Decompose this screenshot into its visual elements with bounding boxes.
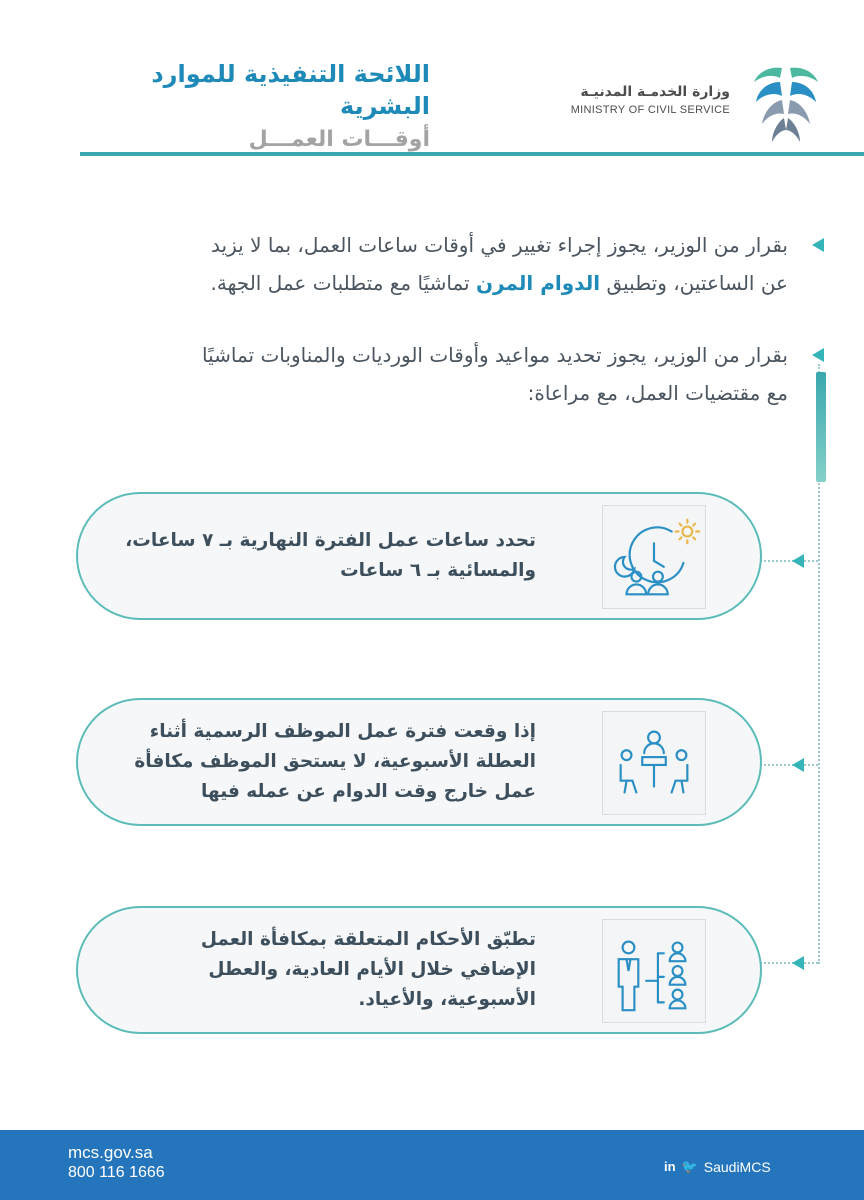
card-shift-hours — [76, 492, 762, 620]
card-text: إذا وقعت فترة عمل الموظف الرسمية أثناء العطلة الأسبوعية، لا يستحق الموظف مكافأة عمل خارج وقت الدوام عن عمله فيها — [134, 721, 536, 802]
card-overtime — [76, 906, 762, 1034]
logo-english-text: MINISTRY OF CIVIL SERVICE — [570, 104, 730, 116]
highlight-flexible-work: الدوام المرن — [475, 271, 601, 295]
linkedin-icon[interactable]: in — [664, 1159, 676, 1174]
clock-day-night-icon — [602, 505, 706, 609]
timeline-bar — [816, 372, 826, 482]
bullet-flexible-hours — [108, 226, 788, 302]
ministry-logo — [570, 62, 840, 146]
timeline-connector — [760, 560, 818, 562]
timeline-connector — [760, 962, 818, 964]
page-title: اللائحة التنفيذية للموارد البشرية — [151, 60, 430, 120]
social-links — [664, 1158, 771, 1176]
card-text: تطبّق الأحكام المتعلقة بمكافأة العمل الإضافي خلال الأيام العادية، والعطل الأسبوعية، والأعياد. — [200, 929, 536, 1010]
bullet-line: بقرار من الوزير، يجوز إجراء تغيير في أوقات ساعات العمل، بما لا يزيد — [211, 233, 788, 257]
ministry-emblem-icon — [746, 62, 826, 144]
header-divider — [80, 152, 864, 156]
meeting-table-icon — [602, 711, 706, 815]
card-text: تحدد ساعات عمل الفترة النهارية بـ ٧ ساعات، والمسائية بـ ٦ ساعات — [125, 530, 536, 581]
bullet-marker-icon — [792, 956, 804, 970]
bullet-marker-icon — [812, 238, 824, 252]
card-weekend-work — [76, 698, 762, 826]
logo-arabic-text: وزارة الخدمـة المدنيـة — [580, 84, 730, 100]
phone-number: 800 116 1666 — [68, 1164, 165, 1181]
bullet-line: مع مقتضيات العمل، مع مراعاة: — [527, 381, 788, 405]
page-subtitle: أوقـــات العمـــل — [248, 127, 430, 152]
bullet-line: بقرار من الوزير، يجوز تحديد مواعيد وأوقات الورديات والمناوبات تماشيًا — [201, 343, 788, 367]
manager-team-icon — [602, 919, 706, 1023]
title-block — [60, 58, 430, 158]
twitter-icon[interactable]: 🐦 — [681, 1159, 698, 1174]
bullet-marker-icon — [792, 758, 804, 772]
social-handle[interactable]: SaudiMCS — [703, 1159, 771, 1175]
bullet-line: عن الساعتين، وتطبيق الدوام المرن تماشيًا مع متطلبات عمل الجهة. — [210, 271, 788, 295]
timeline-connector — [760, 764, 818, 766]
bullet-shifts — [108, 336, 788, 412]
website-link[interactable]: mcs.gov.sa — [68, 1143, 153, 1162]
bullet-marker-icon — [812, 348, 824, 362]
footer — [0, 1130, 864, 1200]
bullet-marker-icon — [792, 554, 804, 568]
